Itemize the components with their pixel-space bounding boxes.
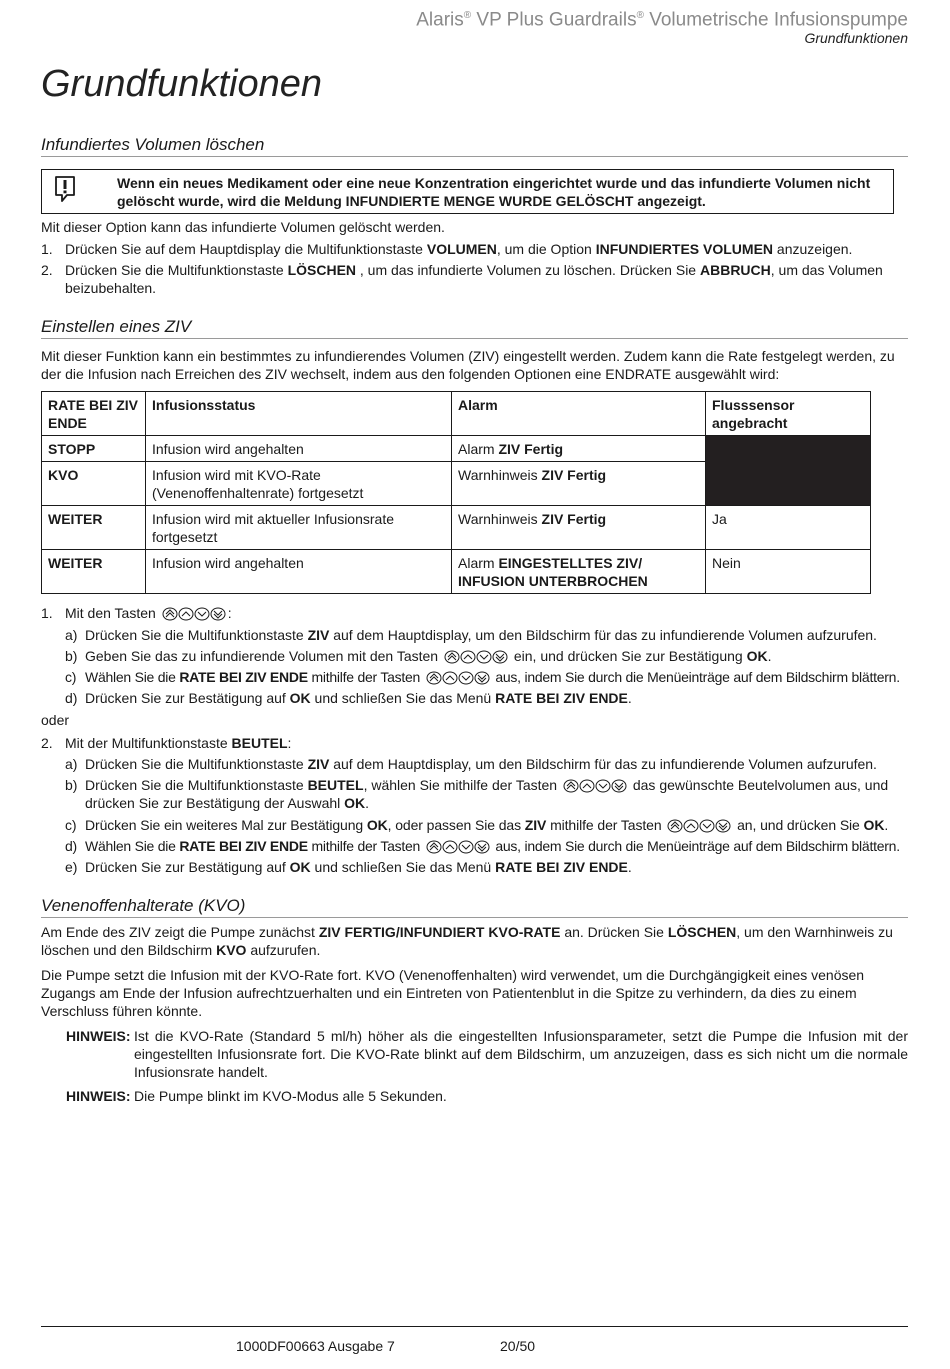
list-item: 2. Drücken Sie die Multifunktionstaste LÖSCHEN , um das infundierte Volumen zu löschen. Drücken Sie ABBRUCH, um das Volumen beizubehalten. (41, 262, 883, 296)
sub-list-item: a) Drücken Sie die Multifunktionstaste ZIV auf dem Hauptdisplay, um den Bildschirm für das zu infundierende Volumen aufzurufen. (65, 756, 877, 772)
sub-list-item: d) Wählen Sie die RATE BEI ZIV ENDE mithilfe der Tasten aus, indem Sie durch die Menüeinträge auf dem Bildschirm blättern. (65, 838, 900, 854)
table-cell: Infusion wird angehalten (146, 436, 452, 462)
sub-list-item: c) Wählen Sie die RATE BEI ZIV ENDE mithilfe der Tasten aus, indem Sie durch die Menüeinträge auf dem Bildschirm blättern. (65, 669, 900, 685)
column-header: Infusionsstatus (146, 392, 452, 436)
note-label: HINWEIS: (66, 1088, 131, 1104)
footer-divider (41, 1326, 908, 1327)
column-header: RATE BEI ZIV ENDE (42, 392, 146, 436)
warning-box (41, 169, 894, 214)
note-text: Ist die KVO-Rate (Standard 5 ml/h) höher als die eingestellten Infusionsparameter, setzt die Pumpe die Infusion mit der eingestellten Infusionsrate fort. Die KVO-Rate blinkt auf dem Bildschirm, um anzuzeigen, dass es sich nicht um die normale Infusionsrate handelt. (134, 1028, 908, 1080)
table-cell: STOPP (42, 436, 146, 462)
up-down-arrow-keys-icon (162, 607, 226, 621)
note (66, 1087, 908, 1105)
warning-text: Wenn ein neues Medikament oder eine neue Konzentration eingerichtet wurde und das infundierte Volumen nicht gelöscht wurde, wird die Meldung INFUNDIERTE MENGE WURDE GELÖSCHT angezeigt. (117, 175, 871, 209)
note-text: Die Pumpe blinkt im KVO-Modus alle 5 Sekunden. (134, 1088, 447, 1104)
section-heading-kvo: Venenoffenhalterate (KVO) (41, 896, 908, 918)
table-cell: Nein (706, 550, 871, 594)
table-cell-shaded (706, 436, 871, 506)
table-cell: Ja (706, 506, 871, 550)
list-item: 2. Mit der Multifunktionstaste BEUTEL: (41, 735, 292, 751)
warning-icon (54, 175, 76, 203)
sub-list-item: c) Drücken Sie ein weiteres Mal zur Bestätigung OK, oder passen Sie das ZIV mithilfe der Tasten an, und drücken Sie OK. (65, 817, 889, 833)
table-cell: Alarm ZIV Fertig (452, 436, 706, 462)
document-product-title: Alaris® VP Plus Guardrails® Volumetrische Infusionspumpe (416, 9, 908, 31)
up-down-arrow-keys-icon (667, 819, 731, 833)
table-cell: WEITER (42, 506, 146, 550)
up-down-arrow-keys-icon (426, 840, 490, 854)
column-header: Flusssensor angebracht (706, 392, 871, 436)
table-cell: KVO (42, 462, 146, 506)
ziv-end-rate-table (41, 391, 871, 594)
list-item: 1. Drücken Sie auf dem Hauptdisplay die Multifunktionstaste VOLUMEN, um die Option INFUNDIERTES VOLUMEN anzuzeigen. (41, 241, 853, 257)
note-label: HINWEIS: (66, 1028, 131, 1044)
table-header-row (42, 392, 871, 436)
paragraph: Am Ende des ZIV zeigt die Pumpe zunächst ZIV FERTIG/INFUNDIERT KVO-RATE an. Drücken Sie LÖSCHEN, um den Warnhinweis zu löschen und den Bildschirm KVO aufzurufen. (41, 924, 893, 958)
table-cell: Infusion wird mit KVO-Rate (Venenoffenhaltenrate) fortgesetzt (146, 462, 452, 506)
column-header: Alarm (452, 392, 706, 436)
sub-list-item: b) Geben Sie das zu infundierende Volumen mit den Tasten ein, und drücken Sie zur Bestätigung OK. (65, 648, 772, 664)
table-cell: Alarm EINGESTELLTES ZIV/ INFUSION UNTERBROCHEN (452, 550, 706, 594)
table-row (42, 436, 871, 462)
sub-list-item: b) Drücken Sie die Multifunktionstaste BEUTEL, wählen Sie mithilfe der Tasten das gewünschte Beutelvolumen aus, und drücken Sie zur Bestätigung der Auswahl OK. (65, 777, 889, 811)
list-item: 1. Mit den Tasten : (41, 605, 232, 621)
header-section-name: Grundfunktionen (804, 30, 908, 46)
footer-page-number: 20/50 (500, 1338, 536, 1354)
sub-list-item: a) Drücken Sie die Multifunktionstaste ZIV auf dem Hauptdisplay, um den Bildschirm für das zu infundierende Volumen aufzurufen. (65, 627, 877, 643)
table-row (42, 506, 871, 550)
table-row (42, 550, 871, 594)
page-title: Grundfunktionen (41, 63, 322, 105)
paragraph: Die Pumpe setzt die Infusion mit der KVO-Rate fort. KVO (Venenoffenhalten) wird verwendet, um die Durchgängigkeit eines venösen Zugangs am Ende der Infusion aufrechtzuerhalten und ein Eintreten von Patientenblut in die Spitze zu verhindern, da dies zu einem Verschluss führen könnte. (41, 967, 865, 1019)
table-cell: WEITER (42, 550, 146, 594)
note (66, 1027, 908, 1081)
paragraph-oder: oder (41, 712, 70, 728)
up-down-arrow-keys-icon (563, 779, 627, 793)
paragraph: Mit dieser Funktion kann ein bestimmtes zu infundierendes Volumen (ZIV) eingestellt werden. Zudem kann die Rate festgelegt werden, zu der die Infusion nach Erreichen des ZIV wechselt, indem aus den folgenden Optionen eine ENDRATE ausgewählt wird: (41, 348, 895, 382)
table-cell: Warnhinweis ZIV Fertig (452, 506, 706, 550)
up-down-arrow-keys-icon (444, 650, 508, 664)
table-cell: Infusion wird angehalten (146, 550, 452, 594)
section-heading-ziv: Einstellen eines ZIV (41, 317, 908, 339)
table-cell: Warnhinweis ZIV Fertig (452, 462, 706, 506)
footer-document-number: 1000DF00663 Ausgabe 7 (236, 1338, 395, 1354)
paragraph: Mit dieser Option kann das infundierte Volumen gelöscht werden. (41, 219, 445, 235)
sub-list-item: e) Drücken Sie zur Bestätigung auf OK und schließen Sie das Menü RATE BEI ZIV ENDE. (65, 859, 632, 875)
sub-list-item: d) Drücken Sie zur Bestätigung auf OK und schließen Sie das Menü RATE BEI ZIV ENDE. (65, 690, 632, 706)
up-down-arrow-keys-icon (426, 671, 490, 685)
table-cell: Infusion wird mit aktueller Infusionsrate fortgesetzt (146, 506, 452, 550)
section-heading-volume-clear: Infundiertes Volumen löschen (41, 135, 908, 157)
